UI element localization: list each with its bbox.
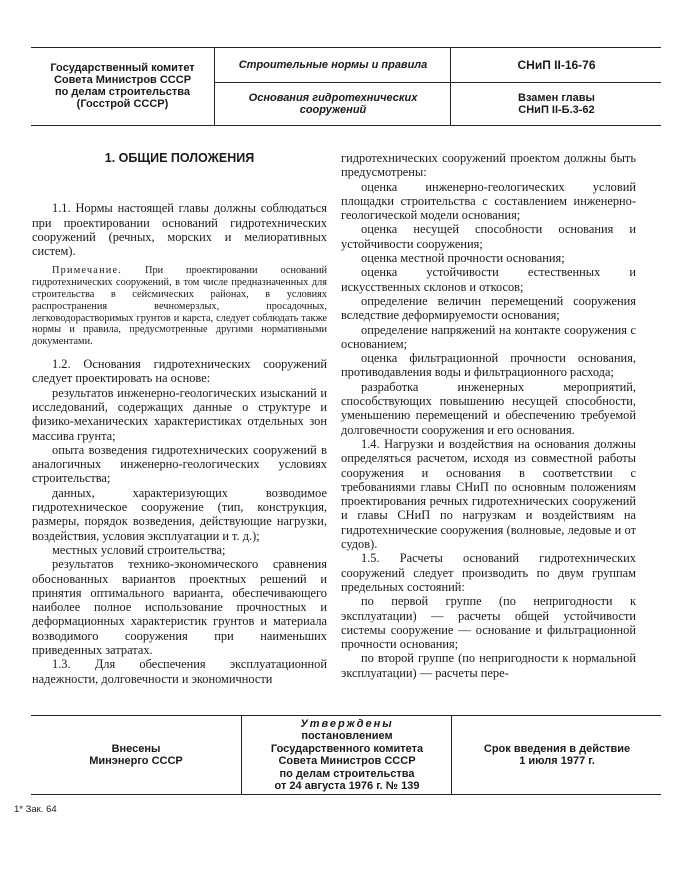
note-label: Примечание. xyxy=(52,265,123,277)
clause-1-3: 1.3. Для обеспечения эксплуатационной надежности, долговечности и экономичности xyxy=(32,657,327,686)
list-item: опыта возведения гидротехнических сооружений в аналогичных инженерно-геологических условиях строительства; xyxy=(32,442,327,486)
approval-table xyxy=(31,715,661,795)
effective-date: Срок введения в действие 1 июля 1977 г. xyxy=(483,742,631,767)
issuer-label: Государственный комитет Совета Министров СССР по делам строительства (Госстрой СССР) xyxy=(50,62,195,110)
list-item: оценка фильтрационной прочности основания, противодавления воды и фильтрационного расхода; xyxy=(341,351,636,380)
approved-by xyxy=(243,716,451,794)
document-title: Основания гидротехнических сооружений xyxy=(248,92,418,116)
list-item: определение величин перемещений сооружения вследствие деформируемости основания; xyxy=(341,293,636,323)
clause-1-3-continued: гидротехнических сооружений проектом должны быть предусмотрены: xyxy=(341,151,636,180)
clause-1-5: 1.5. Расчеты оснований гидротехнических сооружений следует производить по двум группам предельных состояний: xyxy=(341,551,636,594)
document-series: Строительные нормы и правила xyxy=(238,59,428,71)
document-code: СНиП II-16-76 xyxy=(517,58,596,72)
header-table xyxy=(31,47,661,126)
list-item: оценка местной прочности основания; xyxy=(361,251,565,266)
list-item: разработка инженерных мероприятий, способствующих повышению несущей способности, уменьшению перемещений и обеспечению требуемой долговечности сооружения и его основания. xyxy=(341,379,636,437)
replaces-label: Взамен главы СНиП II-Б.3-62 xyxy=(518,92,595,116)
list-item: по второй группе (по непригодности к нормальной эксплуатации) — расчеты пере- xyxy=(341,651,636,680)
approved-text: постановлением Государственного комитета Совета Министров СССР по делам строительства от 24 августа 1976 г. № 139 xyxy=(270,730,424,792)
list-item: данных, характеризующих возводимое гидротехническое сооружение (тип, конструкция, размеры, порядок возведения, действующие нагрузки, воздействия, условия эксплуатации и т. д.); xyxy=(32,485,327,543)
list-item: результатов инженерно-геологических изысканий и исследований, содержащих данные о структуре и физико-механических характеристиках отдельных зон массива грунта; xyxy=(32,385,327,443)
approved-word: Утверждены xyxy=(300,717,394,730)
note-text: При проектировании оснований гидротехнических сооружений, в том числе предназначенных для строительства в сейсмических районах, в условиях распространения вечномерзлых, просадочных, легководорастворимых грунтов и карста, следует соблюдать также нормы и правила, предусмотренные другими нормативными документами. xyxy=(32,265,327,348)
note xyxy=(32,265,327,348)
list-item: оценка устойчивости естественных и искусственных склонов и откосов; xyxy=(341,265,636,294)
clause-1-4: 1.4. Нагрузки и воздействия на основания должны определяться расчетом, исходя из совместной работы сооружения и основания в соответствии с требованиями главы СНиП по основным положениям проектирования речных гидротехнических сооружений и главы СНиП по нагрузкам и воздействиям на гидротехнические сооружения (волновые, ледовые и от судов). xyxy=(341,436,636,552)
section-title: 1. ОБЩИЕ ПОЛОЖЕНИЯ xyxy=(104,151,255,165)
list-item: оценка инженерно-геологических условий площадки строительства с составлением инженерно-геологической модели основания; xyxy=(341,179,636,223)
clause-1-2: 1.2. Основания гидротехнических сооружений следует проектировать на основе: xyxy=(32,357,327,386)
list-item: результатов технико-экономического сравнения обоснованных вариантов проектных решений и принятия оптимального варианта, обеспечивающего наиболее полное использование прочностных и деформационных характеристик грунтов и материала возводимого сооружения при наименьших приведенных затратах. xyxy=(32,557,327,657)
list-item: оценка несущей способности основания и устойчивости сооружения; xyxy=(341,222,636,251)
introduced-by: Внесены Минэнерго СССР xyxy=(89,742,183,767)
list-item: местных условий строительства; xyxy=(52,542,226,557)
print-order-note: 1* Зак. 64 xyxy=(14,804,57,815)
list-item: определение напряжений на контакте сооружения с основанием; xyxy=(341,322,636,351)
clause-1-1: 1.1. Нормы настоящей главы должны соблюдаться при проектировании оснований гидротехнических сооружений (речных, морских и мелиоративных систем). xyxy=(32,201,327,259)
left-column xyxy=(32,147,327,686)
right-column xyxy=(341,151,636,680)
list-item: по первой группе (по непригодности к эксплуатации) — расчеты общей устойчивости системы сооружение — основание и фильтрационной прочности основания; xyxy=(341,594,636,652)
